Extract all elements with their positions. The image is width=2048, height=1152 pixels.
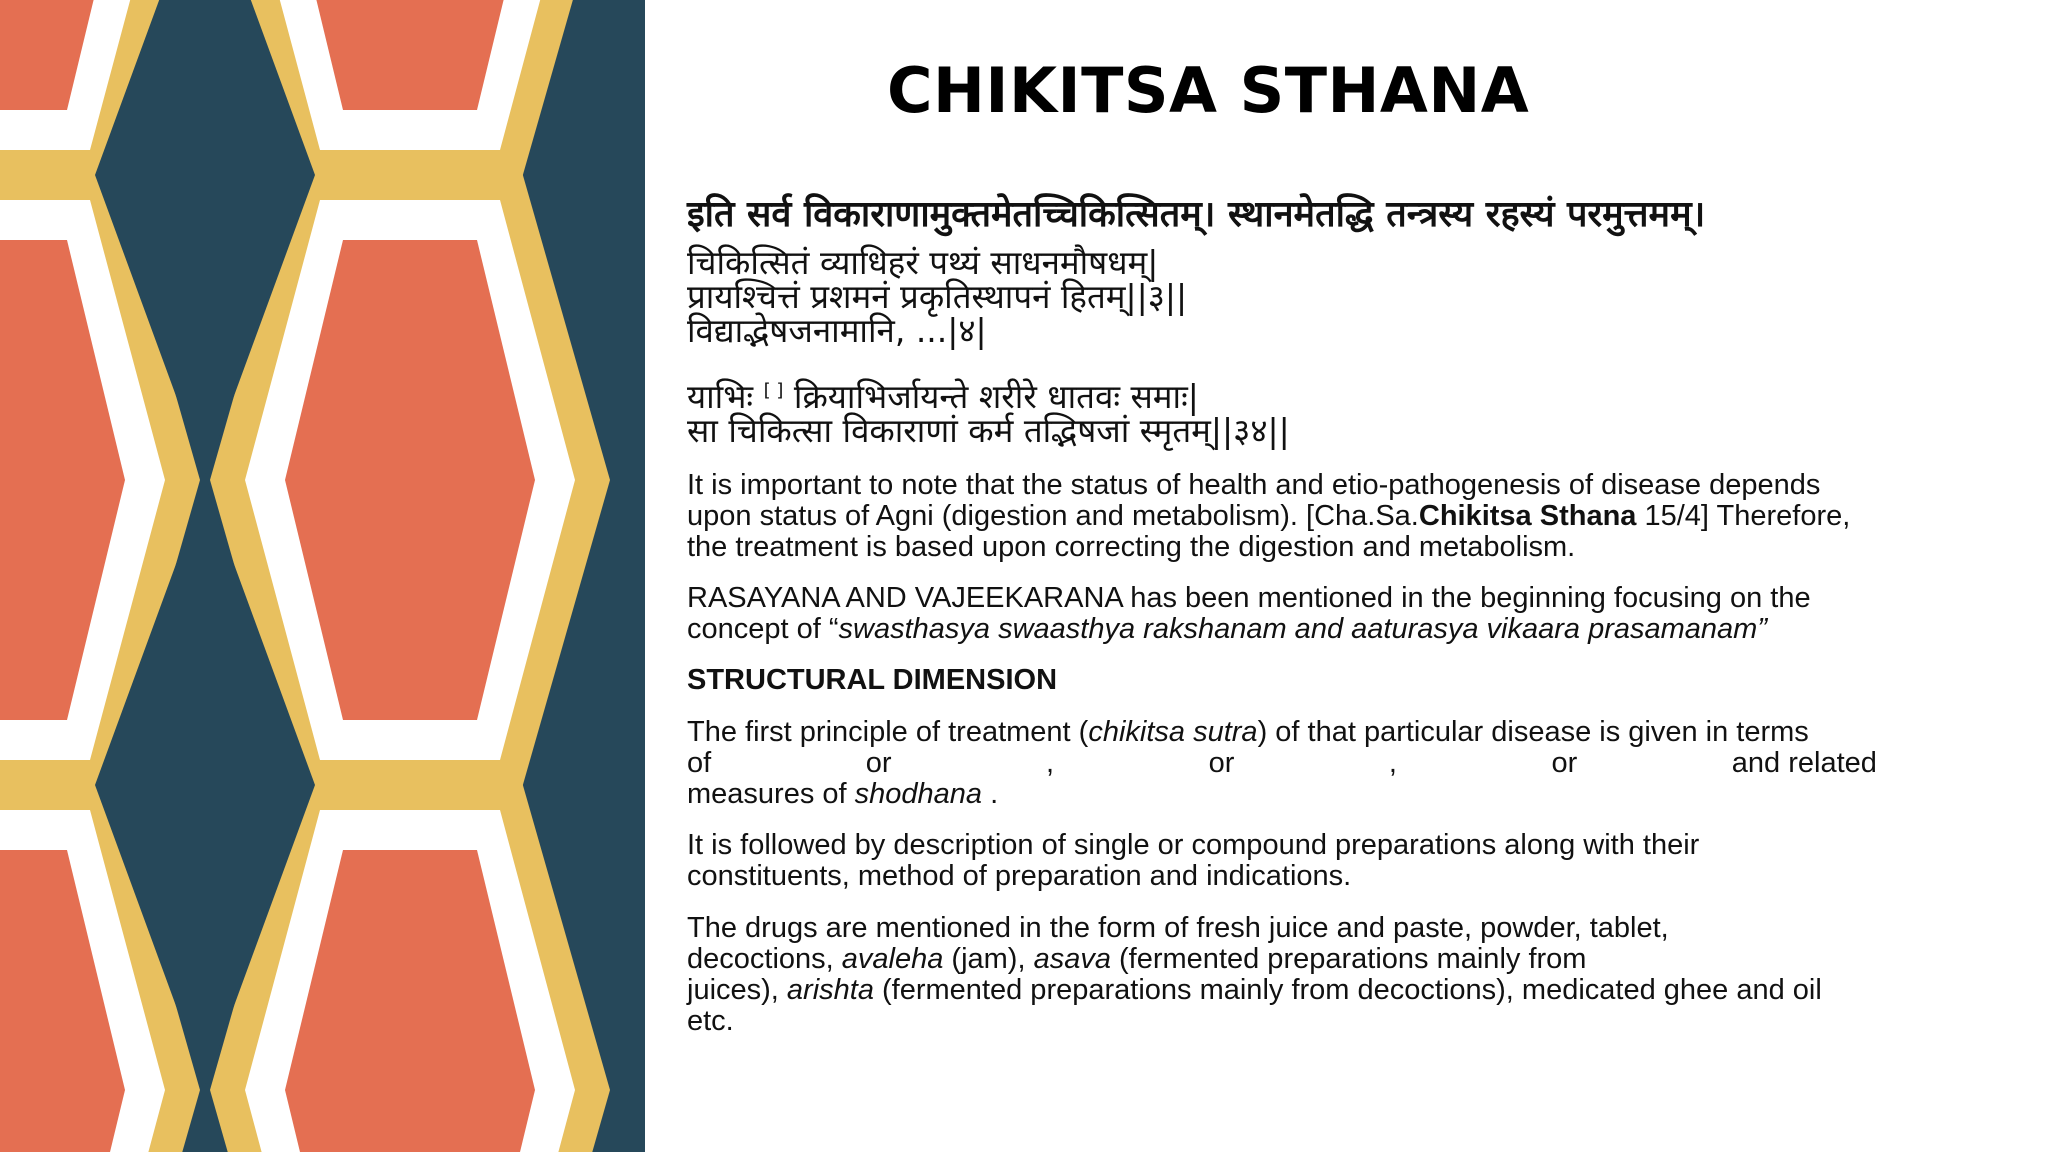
para-line: It is followed by description of single or compound preparations along with their xyxy=(687,829,1700,861)
verse2-line xyxy=(687,374,2007,414)
justified-line xyxy=(687,748,1877,779)
text-span: . xyxy=(982,778,999,810)
text-span: The first principle of treatment ( xyxy=(687,716,1089,748)
word: of xyxy=(687,747,712,779)
para-line: The drugs are mentioned in the form of fresh juice and paste, powder, tablet, xyxy=(687,912,1669,944)
text-span: upon status of Agni (digestion and metabolism). [Cha.Sa. xyxy=(687,500,1419,532)
word: , xyxy=(1388,747,1397,779)
verse2-start: याभिः xyxy=(687,377,754,416)
para-line xyxy=(687,717,1977,748)
word: or xyxy=(1551,747,1578,779)
word: or xyxy=(865,747,892,779)
italic-term: shodhana xyxy=(854,778,983,810)
diamond-pattern-graphic xyxy=(0,0,645,1152)
italic-term: asava xyxy=(1033,943,1111,975)
paragraph-drug-forms xyxy=(687,913,1977,1037)
verse2-line: सा चिकित्सा विकाराणां कर्म तद्भिषजां स्मृतम्||३४|| xyxy=(687,411,1290,450)
para-line: etc. xyxy=(687,1005,734,1037)
verse2-end: क्रियाभिर्जायन्ते शरीरे धातवः समाः| xyxy=(793,377,1199,416)
para-line: the treatment is based upon correcting the digestion and metabolism. xyxy=(687,531,1576,563)
text-span: concept of “ xyxy=(687,613,839,645)
sanskrit-heading: इति सर्व विकाराणामुक्तमेतच्चिकित्सितम्। स्थानमेतद्धि तन्त्रस्य रहस्यं परमुत्तमम्। xyxy=(687,194,1706,235)
italic-term: arishta xyxy=(786,974,874,1006)
decorative-diamond-pattern xyxy=(0,0,645,1152)
text-span: decoctions, xyxy=(687,943,842,975)
para-line xyxy=(687,614,1977,645)
para-line xyxy=(687,944,1977,975)
slide-title: CHIKITSA STHANA xyxy=(887,54,1530,127)
para-line: It is important to note that the status of health and etio-pathogenesis of disease depends xyxy=(687,469,1821,501)
bold-reference: Chikitsa Sthana xyxy=(1418,500,1637,532)
text-span: ) of that particular disease is given in terms xyxy=(1257,716,1809,748)
word: and related xyxy=(1731,747,1877,779)
para-line xyxy=(687,501,1977,532)
text-span: 15/4] Therefore, xyxy=(1636,500,1851,532)
italic-term: chikitsa sutra xyxy=(1088,716,1258,748)
word: or xyxy=(1208,747,1235,779)
structural-dimension-heading: STRUCTURAL DIMENSION xyxy=(687,664,1058,696)
paragraph-chikitsa-sutra xyxy=(687,717,1977,810)
para-line: RASAYANA AND VAJEEKARANA has been mentioned in the beginning focusing on the xyxy=(687,582,1811,614)
word: , xyxy=(1046,747,1055,779)
text-span: measures of xyxy=(687,778,855,810)
text-span: (fermented preparations mainly from xyxy=(1110,943,1587,975)
slide-content xyxy=(687,0,2007,1152)
text-span: (jam), xyxy=(943,943,1034,975)
para-line xyxy=(687,975,1977,1006)
text-span: (fermented preparations mainly from decoctions), medicated ghee and oil xyxy=(873,974,1822,1006)
verse1-line: चिकित्सितं व्याधिहरं पथ्यं साधनमौषधम्| xyxy=(687,243,1159,282)
italic-quote: swasthasya swaasthya rakshanam and aaturasya vikaara prasamanam” xyxy=(838,613,1767,645)
sanskrit-verse-1 xyxy=(687,243,2007,350)
paragraph-preparations xyxy=(687,830,1977,892)
verse1-line: विद्याद्भेषजनामानि, ...|४| xyxy=(687,311,987,350)
text-span: juices), xyxy=(687,974,787,1006)
italic-term: avaleha xyxy=(841,943,944,975)
para-line: constituents, method of preparation and indications. xyxy=(687,860,1352,892)
paragraph-agni xyxy=(687,470,1977,563)
footnote-mark: [ ] xyxy=(763,380,784,401)
verse1-line: प्रायश्चित्तं प्रशमनं प्रकृतिस्थापनं हितम्||३|| xyxy=(687,277,1188,316)
para-line xyxy=(687,779,1977,810)
paragraph-rasayana xyxy=(687,583,1977,645)
sanskrit-verse-2 xyxy=(687,374,2007,448)
